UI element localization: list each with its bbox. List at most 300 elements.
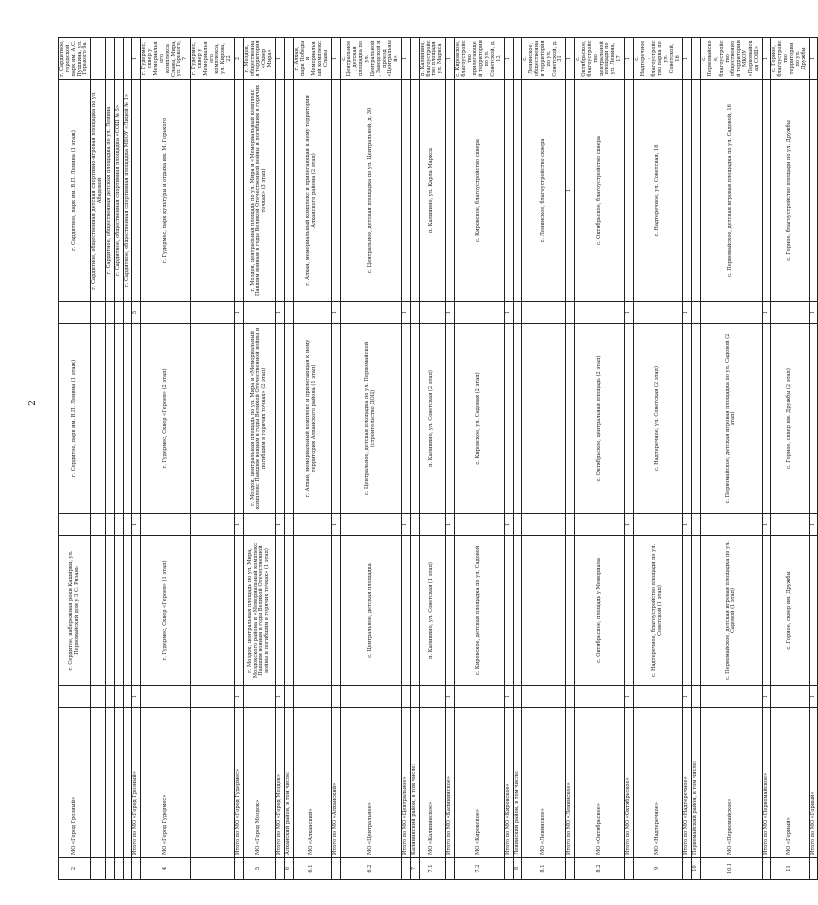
table-cell-c8: 2 [234,38,243,80]
table-cell-c8: 1 [624,38,633,80]
table-cell-name: Итого по МО «Алханский» [331,708,340,858]
table-cell-c4: 1 [809,514,818,536]
table-cell-num: 11 [771,858,809,880]
table-cell-c3 [132,536,141,686]
table-cell-c7 [132,80,141,302]
table-cell-c5 [809,324,818,514]
table-cell-c7 [276,80,285,302]
table-cell-c3: с. Кировское, детская площадка по ул. Садовой [454,536,504,686]
table-cell-num: 8 [513,858,522,880]
table-cell-c8: г. Моздок, общественная территория «Сквер Мира» [243,38,275,80]
table-cell-num [624,858,633,880]
table-cell-c8: с. Октябрьское, благоустройство центральной площади по ул. Ленина, 17 [575,38,625,80]
table-cell-c7: с. Горное, благоустройство площади по ул. Дружбы [771,80,809,302]
table-cell-c4 [771,514,809,536]
table-cell-c7: г. Сардитное, общественная спортивная площадка «СОШ № 5» [114,80,123,302]
table-cell-c5 [683,324,692,514]
table-row [243,38,275,880]
table-cell-c8: п. Калинино, благоустройство площади ул. Маркса [419,38,445,80]
table-cell-c8 [91,38,106,80]
table-cell-c8: 1 [683,38,692,80]
table-cell-c8 [114,38,123,80]
table-cell-c4: 1 [132,514,141,536]
table-cell-name [114,708,123,858]
table-cell-c8: 1 [809,38,818,80]
table-cell-c8: г. Сардитное, городской парк им. А.С. Пушкина, ул. Горького 9а [59,38,91,80]
table-cell-num: 7.1 [419,858,445,880]
table-cell-c8: г. Гудермес, сквер у Мемориального комплекса Славы, Мира, ул. Горького, 7 [141,38,191,80]
table-cell-c5: с. Кировское, ул. Садовая (2 этап) [454,324,504,514]
table-cell-c6 [105,302,114,324]
table-cell-c8: с. Первомайское, благоустройство общественной территории МКОУ «Первомайская СОШ» [701,38,762,80]
table-cell-name: МО «Ленинское» [522,708,566,858]
territory-table [58,37,818,880]
table-row [771,38,809,880]
table-cell-c7 [284,80,293,302]
table-cell-num [762,858,771,880]
table-cell-c6: 5 [132,302,141,324]
table-cell-num: 7.2 [454,858,504,880]
table-cell-c6 [243,302,275,324]
table-cell-num [566,858,575,880]
table-cell-num [123,858,132,880]
table-cell-c2 [59,686,91,708]
table-cell-c5 [331,324,340,514]
table-cell-c5 [114,324,123,514]
table-cell-name [191,708,235,858]
table-cell-c3 [276,536,285,686]
table-cell-c7: п. Калинино, ул. Карла Маркса [419,80,445,302]
table-cell-num [234,858,243,880]
table-cell-c6 [633,302,683,324]
table-cell-num [809,858,818,880]
table-cell-c6 [410,302,419,324]
table-cell-c4 [633,514,683,536]
table-cell-name: Итого по МО «Город Грозный» [132,708,141,858]
table-cell-c2 [692,686,701,708]
table-cell-c2: 1 [683,686,692,708]
table-cell-c4: 1 [446,514,455,536]
table-cell-c5 [762,324,771,514]
table-cell-c5 [410,324,419,514]
table-cell-c8: 1 [276,38,285,80]
table-cell-num [446,858,455,880]
table-cell-num: 8.1 [522,858,566,880]
table-cell-c6 [141,302,191,324]
table-cell-c8 [513,38,522,80]
table-cell-c7: г. Алхан, мемориальный комплекс и прилегающая к нему территория Алханского района (2 этап) [293,80,331,302]
table-cell-name: Итого по МО «Город Моздок» [276,708,285,858]
table-cell-c8: г. Гудермес, сквер у Мемориального комплекса, ул. Кирова, 22 [191,38,235,80]
table-cell-c3 [91,536,106,686]
table-cell-c6: 1 [402,302,411,324]
table-cell-c3: г. Моздок, центральная площадь по ул. Мира, Моздокского района и «Мемориальный комплекс Павшим воинам в годы Великой Отечественной войны и погибшим в горячих точках» (1 этап) [243,536,275,686]
table-cell-c2 [402,686,411,708]
table-cell-num [114,858,123,880]
table-cell-c3: г. Гудермес, Сквер «Героев» (1 этап) [141,536,191,686]
table-cell-c5 [132,324,141,514]
table-cell-num: 5 [243,858,275,880]
table-cell-name: Итого по МО «Горный» [809,708,818,858]
table-row [114,38,123,880]
table-cell-c2 [91,686,106,708]
table-cell-c5 [91,324,106,514]
table-cell-c3 [234,536,243,686]
table-cell-c7 [331,80,340,302]
table-cell-c4 [575,514,625,536]
table-cell-c6: 1 [331,302,340,324]
table-cell-c3 [293,536,331,686]
table-cell-c7: 1 [566,80,575,302]
table-cell-num: 6.2 [340,858,401,880]
table-cell-num [276,858,285,880]
table-cell-c3: п. Калинино, ул. Советская (1 этап) [419,536,445,686]
table-cell-c3: с. Надтеречное, благоустройство площади по ул. Советской (1 этап) [633,536,683,686]
table-cell-c4 [141,514,191,536]
table-cell-c3 [522,536,566,686]
table-cell-num: 4 [141,858,191,880]
table-cell-c4 [454,514,504,536]
table-cell-c7: с. Октябрьское, благоустройство сквера [575,80,625,302]
table-row [809,38,818,880]
table-cell-c7: с. Ленинское, благоустройство сквера [522,80,566,302]
table-cell-c5: с. Центральное, детская площадка по ул. Первомайской (строительство ДОЦ) [340,324,401,514]
table-cell-name [123,708,132,858]
table-cell-c3: г. Сердитое, набережная реки Каширки, ул. Первомайский дом у 3 С. Рязань [59,536,91,686]
table-cell-name: Итого по МО «Калининское» [446,708,455,858]
table-cell-c5 [692,324,701,514]
table-cell-c3 [809,536,818,686]
table-cell-c2: 1 [446,686,455,708]
table-cell-name: Ленинский район, в том числе: [513,708,522,858]
table-cell-c5 [191,324,235,514]
table-cell-c5 [105,324,114,514]
table-cell-c2 [141,686,191,708]
table-row [633,38,683,880]
table-cell-c2 [105,686,114,708]
table-cell-c7 [191,80,235,302]
table-cell-c2: 1 [234,686,243,708]
table-cell-num [105,858,114,880]
table-cell-c2 [575,686,625,708]
table-cell-c2: 1 [504,686,513,708]
table-cell-c3: с. Первомайское, детская игровая площадка по ул. Садовой (1 этап) [701,536,762,686]
table-cell-c2 [284,686,293,708]
table-row [522,38,566,880]
table-cell-c4: 1 [624,514,633,536]
table-cell-num [331,858,340,880]
table-cell-c4 [701,514,762,536]
table-cell-c7 [762,80,771,302]
table-cell-c8: г. Алхан, парк Победы и Мемориальный комплекс Славы [293,38,331,80]
table-cell-c7: с. Кировское, благоустройство сквера [454,80,504,302]
table-row [293,38,331,880]
table-cell-c5 [566,324,575,514]
table-row [419,38,445,880]
table-cell-c7: г. Сардитное, общественная спортивная площадка МБОУ «Лицей № 1» [123,80,132,302]
table-cell-c2 [340,686,401,708]
table-cell-c2 [522,686,566,708]
table-cell-name: Итого по МО «Надтеречное» [683,708,692,858]
table-cell-c5: г. Моздок, центральная площадь по ул. Мира и «Мемориальный комплекс Павшим воинам в годы Великой Отечественной войны и погибшим в горячих точках» (2 этап) [243,324,275,514]
table-cell-c7: г. Гудермес, парк культуры и отдыха им. М. Горького [141,80,191,302]
table-cell-name: МО «Октябрьское» [575,708,625,858]
table-cell-c3 [105,536,114,686]
table-cell-c3 [566,536,575,686]
table-cell-c5: г. Сердитое, парк им. В.П. Ленина (1 этаж) [59,324,91,514]
table-cell-c8: с. Надтеречное, благоустройство парка по ул. Советской, 16 [633,38,683,80]
table-cell-c6 [340,302,401,324]
table-cell-num [191,858,235,880]
table-cell-c2: 1 [624,686,633,708]
table-row [340,38,401,880]
table-row [410,38,419,880]
table-cell-c3: с. Октябрьское, площадь у Мемориала [575,536,625,686]
table-cell-c3: с. Горное, сквер им. Дружбы [771,536,809,686]
table-cell-c8: 1 [446,38,455,80]
table-row [91,38,106,880]
table-cell-name: МО «Надтеречное» [633,708,683,858]
table-cell-c6 [701,302,762,324]
table-row [59,38,91,880]
table-cell-c6: 1 [809,302,818,324]
table-cell-c8: с. Кировское, благоустройство прилегающей территории по ул. Советской, д. 12 [454,38,504,80]
table-row [701,38,762,880]
table-cell-c3 [513,536,522,686]
table-cell-c5 [234,324,243,514]
table-row [566,38,575,880]
table-cell-num: 6 [284,858,293,880]
table-cell-name: МО «Алханский» [293,708,331,858]
table-cell-num: 10.1 [701,858,762,880]
table-cell-c4: 1 [331,514,340,536]
table-cell-c4 [419,514,445,536]
table-cell-c7 [683,80,692,302]
table-cell-c2 [293,686,331,708]
table-cell-c3 [410,536,419,686]
page-number: 2 [27,400,38,406]
table-cell-c7: с. Первомайское, детская игровая площадка по ул. Садовой, 16 [701,80,762,302]
table-cell-c2 [123,686,132,708]
table-cell-c6 [566,302,575,324]
table-row [284,38,293,880]
table-cell-c8 [410,38,419,80]
table-cell-name: Итого по МО «Первомайское» [762,708,771,858]
table-cell-num [402,858,411,880]
table-cell-c6: 1 [446,302,455,324]
table-cell-c6 [191,302,235,324]
table-cell-c4 [123,514,132,536]
table-cell-c6 [114,302,123,324]
table-cell-c6 [522,302,566,324]
table-row [624,38,633,880]
table-cell-c5: г. Алхан, мемориальный комплекс и прилегающая к нему территория Алханского района (1 этап) [293,324,331,514]
table-cell-c7: г. Сардитное, парк им. В.П. Ленина (1 этаж) [59,80,91,302]
table-cell-c2 [633,686,683,708]
table-row [276,38,285,880]
table-cell-c3 [123,536,132,686]
table-cell-name: МО «Калининское» [419,708,445,858]
table-cell-c2 [513,686,522,708]
table-cell-c6 [692,302,701,324]
table-cell-c4: 1 [504,514,513,536]
table-cell-c2 [566,686,575,708]
table-cell-c4 [692,514,701,536]
table-cell-c4 [293,514,331,536]
table-cell-c6: 1 [504,302,513,324]
table-cell-c5 [446,324,455,514]
table-row [105,38,114,880]
table-cell-c4: 1 [276,514,285,536]
table-cell-c8: 1 [504,38,513,80]
rotated-table-wrapper [58,38,816,880]
table-cell-c4 [340,514,401,536]
table-cell-num: 8.2 [575,858,625,880]
table-cell-name: МО «Город Грозный» [59,708,91,858]
table-row [454,38,504,880]
table-row [331,38,340,880]
table-cell-c6: 1 [276,302,285,324]
table-cell-c4: 1 [683,514,692,536]
table-cell-c2: 1 [809,686,818,708]
table-cell-c7 [624,80,633,302]
table-cell-c3 [683,536,692,686]
table-cell-c2: 1 [132,686,141,708]
table-cell-c8 [692,38,701,80]
table-cell-c7 [234,80,243,302]
table-cell-c2 [410,686,419,708]
table-row [762,38,771,880]
table-cell-c6 [91,302,106,324]
table-cell-c5: г. Гудермес, Сквер «Героев» (2 этап) [141,324,191,514]
table-row [692,38,701,880]
table-cell-c4 [105,514,114,536]
table-cell-c4 [284,514,293,536]
table-cell-c4: 1 [234,514,243,536]
table-cell-c4 [114,514,123,536]
table-cell-c5: с. Первомайское, детская игровая площадка по ул. Садовой (2 этап) [701,324,762,514]
table-cell-c3 [762,536,771,686]
table-cell-c4 [243,514,275,536]
table-row [123,38,132,880]
table-cell-num: 9 [633,858,683,880]
table-row [446,38,455,880]
table-cell-c6 [454,302,504,324]
table-cell-num [91,858,106,880]
table-cell-num [132,858,141,880]
table-cell-name: МО «Город Моздок» [243,708,275,858]
table-cell-c2 [419,686,445,708]
table-cell-c2: 1 [762,686,771,708]
table-cell-c7 [446,80,455,302]
table-cell-name: Итого по МО «Октябрьское» [624,708,633,858]
table-cell-c3 [692,536,701,686]
table-cell-c6 [419,302,445,324]
table-cell-c3 [504,536,513,686]
table-cell-c4 [513,514,522,536]
table-cell-name: Итого по МО «Ленинское» [566,708,575,858]
table-cell-c4 [59,514,91,536]
table-row [141,38,191,880]
table-cell-c8: с. Горное, благоустройство территории по ул. Дружбы [771,38,809,80]
table-row [575,38,625,880]
table-cell-c6 [575,302,625,324]
table-cell-c7: г. Сардитное, общественная детская спортивно-игровая площадка по ул. Абадовой [91,80,106,302]
table-cell-c8 [105,38,114,80]
table-cell-c5 [624,324,633,514]
table-cell-c6 [59,302,91,324]
table-row [504,38,513,880]
table-cell-c6 [123,302,132,324]
table-cell-c4 [91,514,106,536]
table-cell-name [91,708,106,858]
table-row [132,38,141,880]
table-cell-c5 [123,324,132,514]
table-cell-c7 [513,80,522,302]
table-cell-c6: 1 [624,302,633,324]
table-row [234,38,243,880]
table-cell-c7 [809,80,818,302]
table-cell-c3 [114,536,123,686]
table-cell-c3 [191,536,235,686]
table-cell-c2 [771,686,809,708]
table-cell-name: МО «Первомайское» [701,708,762,858]
table-row [513,38,522,880]
table-cell-num [504,858,513,880]
table-cell-c8 [123,38,132,80]
table-cell-c3 [402,536,411,686]
table-cell-c6: 1 [683,302,692,324]
table-cell-name: Алханский район, в том числе: [284,708,293,858]
table-cell-c4: 1 [762,514,771,536]
table-cell-c7: г. Моздок, центральная площадь по ул. Мира и «Мемориальный комплекс Павшим воинам в годы Великой Отечественной войны и погибшим в горячих точках» (3 этап) [243,80,275,302]
table-cell-c7: с. Центральное, детская площадка по ул. Центральной, д. 30 [340,80,401,302]
table-cell-name: МО «Город Гудермес» [141,708,191,858]
table-cell-c8: 1 [566,38,575,80]
table-cell-c6 [771,302,809,324]
table-cell-c2 [701,686,762,708]
table-cell-c2 [191,686,235,708]
table-cell-name: Первомайский район, в том числе: [692,708,701,858]
table-cell-c2 [243,686,275,708]
table-cell-c7 [402,80,411,302]
table-cell-c4 [410,514,419,536]
table-row [191,38,235,880]
table-cell-num [683,858,692,880]
table-row [402,38,411,880]
table-cell-num: 6.1 [293,858,331,880]
table-cell-num: 2 [59,858,91,880]
table-cell-num: 10 [692,858,701,880]
table-cell-c5 [513,324,522,514]
table-cell-c8: 1 [331,38,340,80]
table-cell-name: МО «Кировское» [454,708,504,858]
table-cell-c3 [331,536,340,686]
table-cell-name: МО «Горный» [771,708,809,858]
table-cell-c3 [624,536,633,686]
table-cell-name: Итого по МО «Город Гудермес» [234,708,243,858]
table-cell-c6 [513,302,522,324]
table-cell-c5: с. Горное, сквер им. Дружбы (2 этап) [771,324,809,514]
table-cell-c4 [566,514,575,536]
table-cell-c5 [276,324,285,514]
table-cell-c5: п. Калинино, ул. Советская (2 этап) [419,324,445,514]
table-cell-c6 [284,302,293,324]
table-cell-c2 [114,686,123,708]
table-row [683,38,692,880]
table-cell-c7 [504,80,513,302]
table-cell-c5: с. Надтеречное, ул. Советская (2 этап) [633,324,683,514]
